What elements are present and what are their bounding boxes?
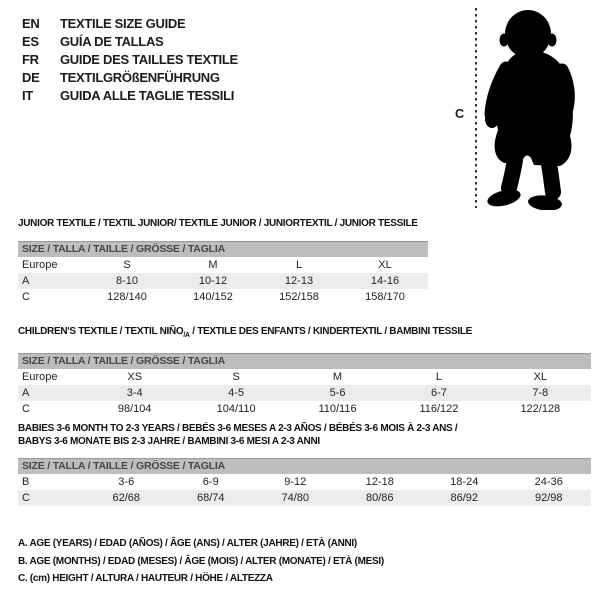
language-row	[22, 68, 238, 86]
language-code: FR	[22, 51, 39, 67]
table-cell: 5-6	[329, 387, 346, 399]
row-label: A	[22, 275, 30, 287]
table-cell: 12-18	[365, 476, 394, 488]
children-title-subscript: /A	[183, 332, 190, 339]
language-row	[22, 32, 238, 50]
row-label: Europe	[22, 371, 58, 383]
height-measure-label: C	[455, 107, 465, 121]
table-cell: 122/128	[520, 403, 561, 415]
row-label: B	[22, 476, 30, 488]
language-row	[22, 50, 238, 68]
row-label: Europe	[22, 259, 58, 271]
table-cell: L	[435, 371, 442, 383]
table-row	[18, 369, 591, 385]
table-row	[18, 289, 428, 305]
table-cell: L	[295, 259, 303, 271]
table-cell: 158/170	[365, 291, 405, 303]
table-cell: XL	[378, 259, 392, 271]
table-cell: M	[208, 259, 218, 271]
language-code: EN	[22, 15, 40, 31]
table-cell: XL	[533, 371, 548, 383]
table-cell: 12-13	[284, 275, 314, 287]
table-cell: S	[123, 259, 131, 271]
legend-line-a: A. AGE (YEARS) / EDAD (AÑOS) / ÂGE (ANS) / ALTER (JAHRE) / ETÀ (ANNI)	[18, 538, 357, 549]
table-row	[18, 257, 428, 273]
table-cell: 104/110	[216, 403, 256, 415]
language-title-list	[22, 14, 238, 104]
table-cell: 74/80	[281, 492, 310, 504]
language-title: GUÍA DE TALLAS	[60, 33, 164, 49]
table-row	[18, 273, 428, 289]
toddler-silhouette-image	[482, 6, 598, 210]
language-row	[22, 86, 238, 104]
language-title: TEXTILE SIZE GUIDE	[60, 15, 186, 31]
table-cell: S	[232, 371, 240, 383]
table-cell: 6-7	[430, 387, 447, 399]
height-measure-dashed-line	[474, 8, 478, 208]
table-cell: 62/68	[112, 492, 141, 504]
children-table-title	[18, 325, 591, 342]
table-cell: 8-10	[115, 275, 139, 287]
table-cell: 6-9	[202, 476, 219, 488]
row-label: A	[22, 387, 30, 399]
language-code: IT	[22, 87, 33, 103]
row-label: C	[22, 291, 30, 303]
row-label: C	[22, 492, 30, 504]
table-cell: 116/122	[419, 403, 459, 415]
junior-table-title: JUNIOR TEXTILE / TEXTIL JUNIOR/ TEXTILE JUNIOR / JUNIORTEXTIL / JUNIOR TESSILE	[18, 218, 418, 229]
table-cell: 10-12	[198, 275, 228, 287]
children-title-prefix: CHILDREN'S TEXTILE / TEXTIL NIÑO	[18, 326, 184, 337]
table-row	[18, 474, 591, 490]
babies-table-title-line2: BABYS 3-6 MONATE BIS 2-3 JAHRE / BAMBINI 3-6 MESI A 2-3 ANNI	[18, 436, 320, 447]
size-header-bar: SIZE / TALLA / TAILLE / GRÖSSE / TAGLIA	[18, 458, 591, 474]
table-row	[18, 385, 591, 401]
size-header-bar: SIZE / TALLA / TAILLE / GRÖSSE / TAGLIA	[18, 353, 591, 369]
language-row	[22, 14, 238, 32]
table-cell: 18-24	[450, 476, 479, 488]
table-cell: 152/158	[279, 291, 319, 303]
babies-textile-table	[18, 422, 591, 506]
language-title: GUIDA ALLE TAGLIE TESSILI	[60, 87, 235, 103]
table-cell: 14-16	[370, 275, 400, 287]
table-row	[18, 401, 591, 417]
table-cell: 98/104	[117, 403, 152, 415]
table-cell: 3-4	[126, 387, 143, 399]
language-title: TEXTILGRÖßENFÜHRUNG	[60, 69, 220, 85]
language-code: DE	[22, 69, 40, 85]
measurement-legend	[18, 538, 384, 591]
legend-line-c: C. (cm) HEIGHT / ALTURA / HAUTEUR / HÖHE / ALTEZZA	[18, 573, 273, 584]
size-header-bar: SIZE / TALLA / TAILLE / GRÖSSE / TAGLIA	[18, 241, 428, 257]
table-cell: 9-12	[284, 476, 307, 488]
children-title-suffix: / TEXTILE DES ENFANTS / KINDERTEXTIL / BAMBINI TESSILE	[189, 326, 473, 337]
table-cell: 86/92	[450, 492, 479, 504]
table-cell: 140/152	[193, 291, 233, 303]
table-cell: 68/74	[196, 492, 225, 504]
junior-textile-table	[18, 217, 428, 305]
children-textile-table	[18, 325, 591, 417]
language-code: ES	[22, 33, 39, 49]
table-cell: 80/86	[365, 492, 394, 504]
table-cell: M	[332, 371, 343, 383]
table-cell: 110/116	[318, 403, 357, 415]
language-title: GUIDE DES TAILLES TEXTILE	[60, 51, 238, 67]
table-cell: 24-36	[534, 476, 563, 488]
table-cell: 128/140	[107, 291, 147, 303]
row-label: C	[22, 403, 30, 415]
table-cell: XS	[127, 371, 143, 383]
legend-line-b: B. AGE (MONTHS) / EDAD (MESES) / ÂGE (MOIS) / ALTER (MONATE) / ETÀ (MESI)	[18, 555, 384, 567]
table-cell: 4-5	[228, 387, 245, 399]
table-row	[18, 490, 591, 506]
babies-table-title-line1: BABIES 3-6 MONTH TO 2-3 YEARS / BEBÉS 3-6 MESES A 2-3 AÑOS / BÉBÉS 3-6 MOIS À 2-3 ANS /	[18, 423, 458, 434]
table-cell: 7-8	[532, 387, 549, 399]
table-cell: 92/98	[534, 492, 563, 504]
table-cell: 3-6	[118, 476, 135, 488]
